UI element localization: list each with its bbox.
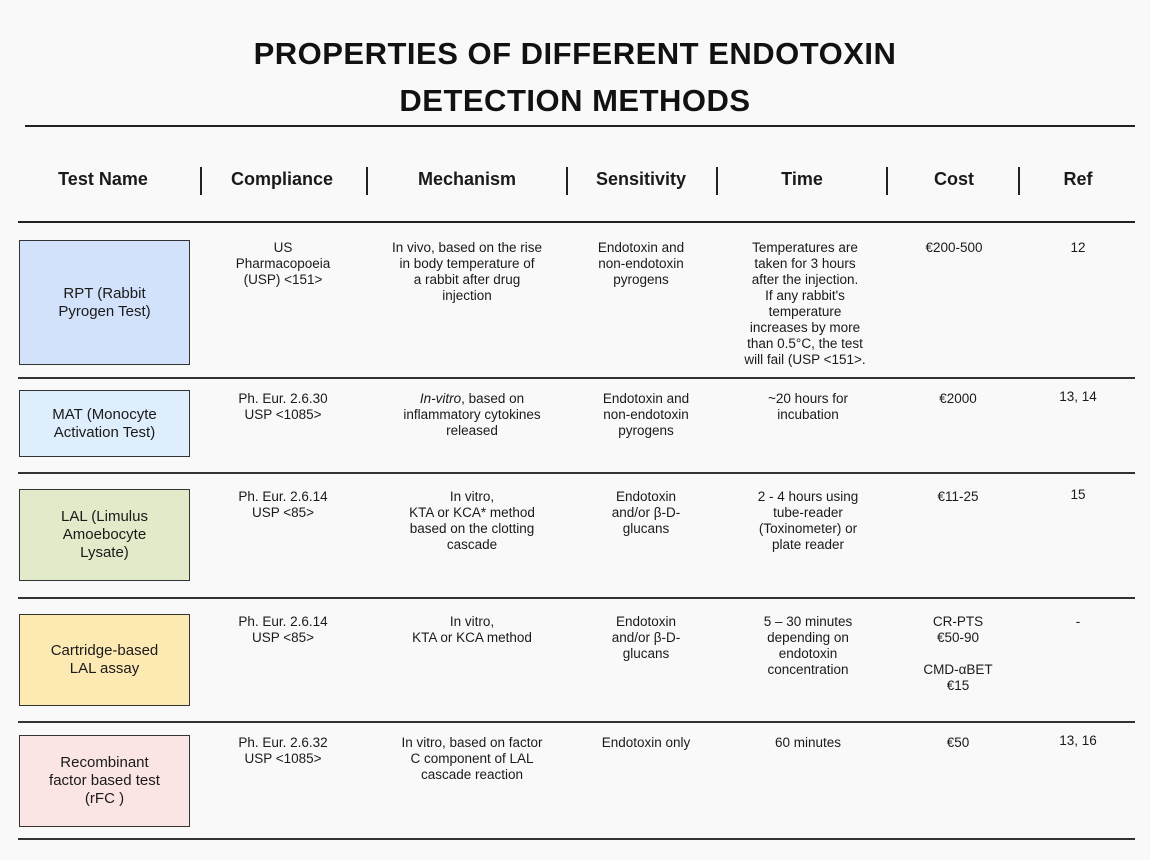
compliance-cell: Ph. Eur. 2.6.32 USP <1085> bbox=[238, 735, 328, 766]
header-separator bbox=[200, 167, 202, 195]
mechanism-cell: In vivo, based on the rise in body temperature of a rabbit after drug injection bbox=[391, 240, 543, 303]
header-separator bbox=[1018, 167, 1020, 195]
header-sensitivity: Sensitivity bbox=[595, 169, 687, 189]
header-separator bbox=[886, 167, 888, 195]
test-name-box: LAL (Limulus Amoebocyte Lysate) bbox=[19, 489, 190, 581]
sensitivity-cell: Endotoxin and/or β-D- glucans bbox=[611, 614, 681, 661]
ref-cell: - bbox=[1075, 614, 1081, 629]
mechanism-cell bbox=[403, 391, 540, 439]
header-separator bbox=[716, 167, 718, 195]
ref-cell: 13, 14 bbox=[1059, 389, 1097, 404]
row-divider bbox=[18, 472, 1135, 474]
test-name-box: RPT (Rabbit Pyrogen Test) bbox=[19, 240, 190, 365]
cost-cell: €2000 bbox=[939, 391, 977, 406]
ref-cell: 12 bbox=[1070, 240, 1086, 255]
sensitivity-cell: Endotoxin only bbox=[601, 735, 691, 750]
row-divider bbox=[18, 377, 1135, 379]
row-divider bbox=[18, 721, 1135, 723]
cost-cell: €50 bbox=[946, 735, 970, 750]
mechanism-text: , based on inflammatory cytokines released bbox=[403, 391, 541, 438]
header-cost: Cost bbox=[934, 169, 974, 189]
time-cell: 2 - 4 hours using tube-reader (Toxinometer) or plate reader bbox=[757, 489, 859, 552]
header-separator bbox=[566, 167, 568, 195]
header-compliance: Compliance bbox=[230, 169, 334, 189]
cost-cell: €200-500 bbox=[925, 240, 983, 255]
title-divider bbox=[25, 125, 1135, 127]
row-divider bbox=[18, 597, 1135, 599]
mechanism-italic: In-vitro bbox=[419, 391, 462, 406]
cost-cell: CR-PTS €50-90 CMD-αBET €15 bbox=[923, 614, 993, 693]
page-title: PROPERTIES OF DIFFERENT ENDOTOXIN DETECTION METHODS bbox=[253, 36, 897, 118]
mechanism-cell: In vitro, KTA or KCA* method based on the clotting cascade bbox=[409, 489, 535, 552]
time-cell: Temperatures are taken for 3 hours after the injection. If any rabbit's temperature increases by more than 0.5°C, the test will fail (USP <151>. bbox=[744, 240, 866, 367]
sensitivity-cell: Endotoxin and non-endotoxin pyrogens bbox=[597, 240, 685, 287]
mechanism-cell: In vitro, based on factor C component of LAL cascade reaction bbox=[401, 735, 543, 782]
header-test-name: Test Name bbox=[58, 169, 148, 189]
header-mechanism: Mechanism bbox=[417, 169, 517, 189]
cost-cell: €11-25 bbox=[937, 489, 979, 504]
header-divider bbox=[18, 221, 1135, 223]
ref-cell: 13, 16 bbox=[1059, 733, 1097, 748]
compliance-cell: Ph. Eur. 2.6.14 USP <85> bbox=[238, 489, 328, 520]
header-time: Time bbox=[781, 169, 823, 189]
header-separator bbox=[366, 167, 368, 195]
test-name-box: Recombinant factor based test (rFC ) bbox=[19, 735, 190, 827]
header-ref: Ref bbox=[1063, 169, 1093, 189]
compliance-cell: Ph. Eur. 2.6.14 USP <85> bbox=[238, 614, 328, 645]
mechanism-cell: In vitro, KTA or KCA method bbox=[412, 614, 532, 645]
time-cell: ~20 hours for incubation bbox=[768, 391, 848, 422]
sensitivity-cell: Endotoxin and/or β-D- glucans bbox=[611, 489, 681, 536]
test-name-box: MAT (Monocyte Activation Test) bbox=[19, 390, 190, 457]
test-name-box: Cartridge-based LAL assay bbox=[19, 614, 190, 706]
time-cell: 5 – 30 minutes depending on endotoxin concentration bbox=[763, 614, 853, 677]
sensitivity-cell: Endotoxin and non-endotoxin pyrogens bbox=[602, 391, 690, 438]
row-divider bbox=[18, 838, 1135, 840]
ref-cell: 15 bbox=[1070, 487, 1086, 502]
compliance-cell: Ph. Eur. 2.6.30 USP <1085> bbox=[238, 391, 328, 422]
time-cell: 60 minutes bbox=[774, 735, 842, 750]
compliance-cell: US Pharmacopoeia (USP) <151> bbox=[235, 240, 331, 287]
